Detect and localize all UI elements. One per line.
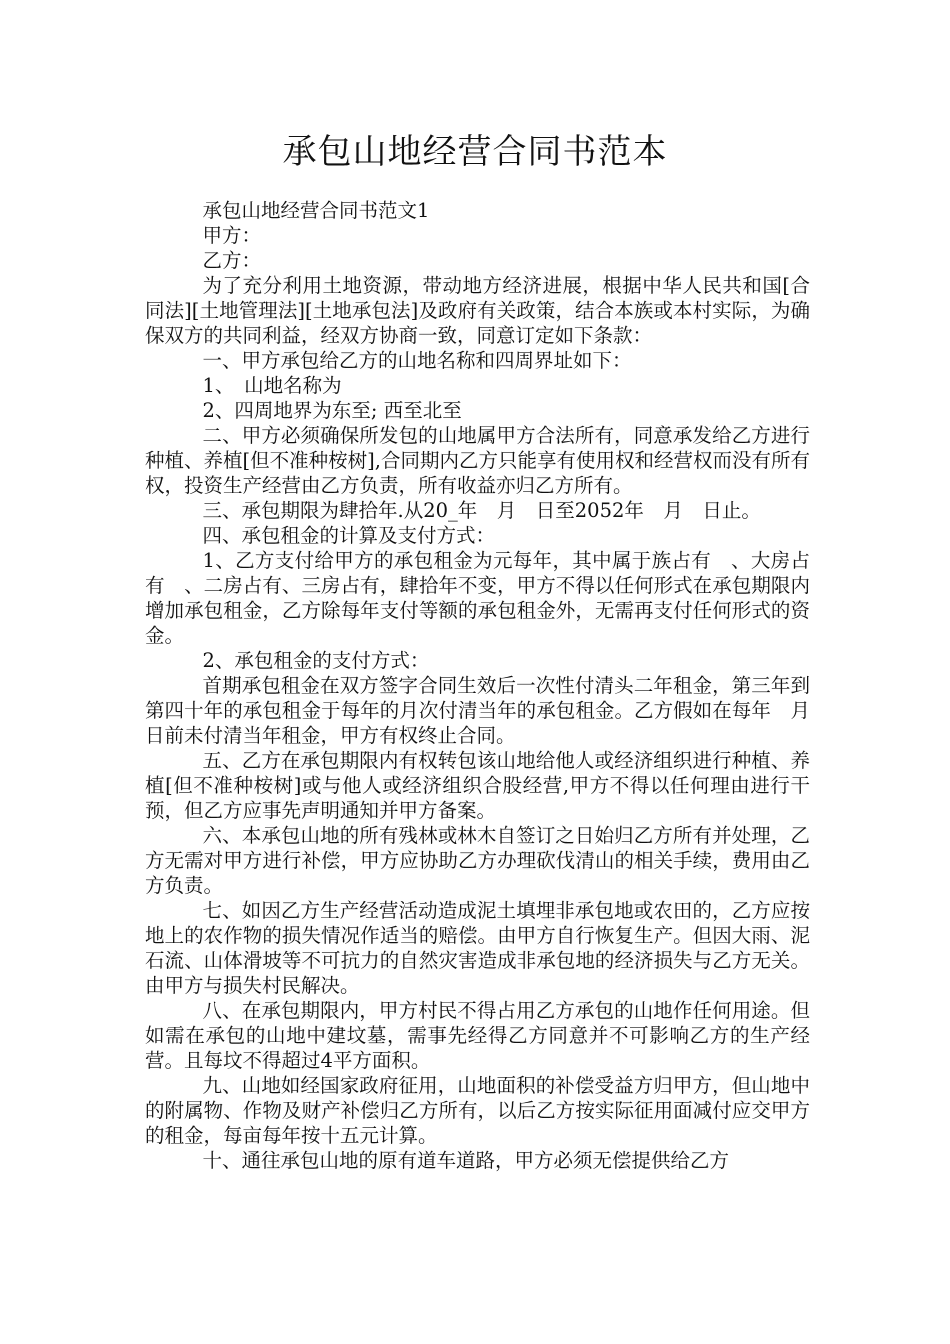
paragraph: 承包山地经营合同书范文1 — [202, 199, 430, 222]
paragraph: 1、 山地名称为 — [202, 374, 342, 397]
paragraph: 二、甲方必须确保所发包的山地属甲方合法所有，同意承发给乙方进行种植、养植[但不准种桉树],合同期内乙方只能享有使用权和经营权而没有所有权，投资生产经营由乙方负责，所有收益亦归乙方所有。 — [145, 424, 810, 497]
paragraph: 乙方： — [202, 249, 262, 272]
paragraph: 四、承包租金的计算及支付方式： — [202, 524, 496, 547]
paragraph: 三、承包期限为肆拾年.从20_年 月 日至2052年 月 日止。 — [202, 499, 761, 522]
document-title: 承包山地经营合同书范本 — [282, 132, 668, 172]
paragraph: 首期承包租金在双方签字合同生效后一次性付清头二年租金，第三年到第四十年的承包租金于每年的月次付清当年的承包租金。乙方假如在每年 月日前未付清当年租金，甲方有权终止合同。 — [145, 674, 810, 747]
paragraph: 九、山地如经国家政府征用，山地面积的补偿受益方归甲方，但山地中的附属物、作物及财产补偿归乙方所有，以后乙方按实际征用面减付应交甲方的租金，每亩每年按十五元计算。 — [145, 1074, 810, 1147]
paragraph: 五、乙方在承包期限内有权转包该山地给他人或经济组织进行种植、养植[但不准种桉树]或与他人或经济组织合股经营,甲方不得以任何理由进行干预，但乙方应事先声明通知并甲方备案。 — [145, 749, 810, 822]
paragraph: 七、如因乙方生产经营活动造成泥土填埋非承包地或农田的，乙方应按地上的农作物的损失情况作适当的赔偿。由甲方自行恢复生产。但因大雨、泥石流、山体滑坡等不可抗力的自然灾害造成非承包地的经济损失与乙方无关。由甲方与损失村民解决。 — [145, 899, 810, 997]
paragraph: 甲方： — [202, 224, 262, 247]
paragraph: 2、四周地界为东至; 西至北至 — [202, 399, 462, 422]
paragraph: 八、在承包期限内，甲方村民不得占用乙方承包的山地作任何用途。但如需在承包的山地中建坟墓，需事先经得乙方同意并不可影响乙方的生产经营。且每坟不得超过4平方面积。 — [145, 999, 810, 1072]
document-body — [145, 198, 810, 1173]
paragraph: 1、乙方支付给甲方的承包租金为元每年，其中属于族占有 、大房占有 、二房占有、三房占有，肆拾年不变，甲方不得以任何形式在承包期限内增加承包租金，乙方除每年支付等额的承包租金外，无需再支付任何形式的资金。 — [145, 549, 810, 647]
paragraph: 六、本承包山地的所有残林或林木自签订之日始归乙方所有并处理，乙方无需对甲方进行补偿，甲方应协助乙方办理砍伐清山的相关手续，费用由乙方负责。 — [145, 824, 810, 897]
paragraph: 一、甲方承包给乙方的山地名称和四周界址如下： — [202, 349, 632, 372]
paragraph: 十、通往承包山地的原有道车道路，甲方必须无偿提供给乙方 — [202, 1149, 730, 1172]
paragraph: 2、承包租金的支付方式： — [202, 649, 430, 672]
paragraph: 为了充分利用土地资源，带动地方经济进展，根据中华人民共和国[合同法][土地管理法][土地承包法]及政府有关政策，结合本族或本村实际，为确保双方的共同利益，经双方协商一致，同意订定如下条款： — [145, 274, 810, 347]
